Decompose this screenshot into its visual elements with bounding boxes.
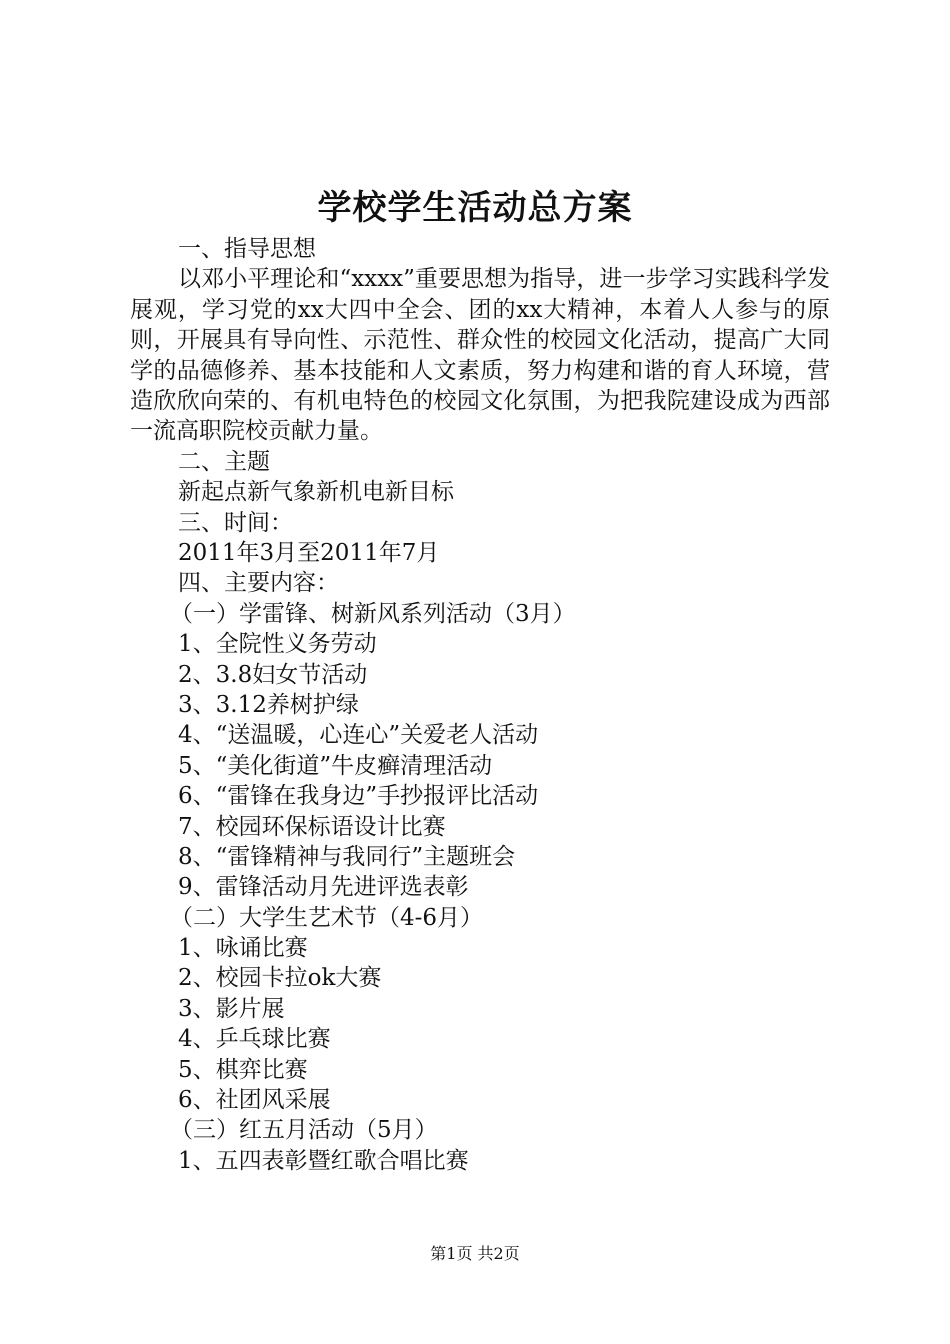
part-heading-art-festival: （二）大学生艺术节（4-6月） [170, 904, 484, 931]
document-title: 学校学生活动总方案 [317, 188, 633, 228]
list-item: 1、五四表彰暨红歌合唱比赛 [178, 1147, 469, 1174]
list-item: 5、棋弈比赛 [178, 1056, 308, 1083]
list-item: 1、全院性义务劳动 [178, 631, 377, 658]
document-body [130, 234, 830, 1176]
section-heading-time: 三、时间： [178, 509, 293, 536]
section-heading-guiding-thought: 一、指导思想 [178, 236, 316, 262]
section-heading-main-content: 四、主要内容： [178, 570, 339, 597]
page-footer: 第1页 共2页 [430, 1244, 520, 1263]
list-item: 4、乒乓球比赛 [178, 1026, 331, 1053]
list-item: 8、“雷锋精神与我同行”主题班会 [178, 843, 516, 870]
section-heading-theme: 二、主题 [178, 448, 270, 475]
part-heading-lei-feng: （一）学雷锋、树新风系列活动（3月） [170, 600, 576, 627]
list-item: 3、影片展 [178, 995, 285, 1022]
guiding-thought-paragraph: 以邓小平理论和“xxxx”重要思想为指导，进一步学习实践科学发展观，学习党的xx大四中全会、团的xx大精神，本着人人参与的原则，开展具有导向性、示范性、群众性的校园文化活动，提高广大同学的品德修养、基本技能和人文素质，努力构建和谐的育人环境，营造欣欣向荣的、有机电特色的校园文化氛围，为把我院建设成为西部一流高职院校贡献力量。 [130, 266, 830, 445]
list-item: 2、3.8妇女节活动 [178, 661, 368, 688]
list-item: 3、3.12养树护绿 [178, 691, 359, 718]
list-item: 6、社团风采展 [178, 1087, 331, 1114]
part-heading-red-may: （三）红五月活动（5月） [170, 1117, 438, 1144]
list-item: 1、咏诵比赛 [178, 935, 308, 962]
list-item: 7、校园环保标语设计比赛 [178, 813, 446, 840]
list-item: 4、“送温暖，心连心”关爱老人活动 [178, 722, 539, 749]
time-text: 2011年3月至2011年7月 [178, 540, 440, 566]
list-item: 2、校园卡拉ok大赛 [178, 965, 382, 992]
list-item: 9、雷锋活动月先进评选表彰 [178, 874, 469, 901]
list-item: 5、“美化街道”牛皮癣清理活动 [178, 752, 493, 779]
list-item: 6、“雷锋在我身边”手抄报评比活动 [178, 783, 539, 810]
theme-text: 新起点新气象新机电新目标 [178, 479, 454, 506]
